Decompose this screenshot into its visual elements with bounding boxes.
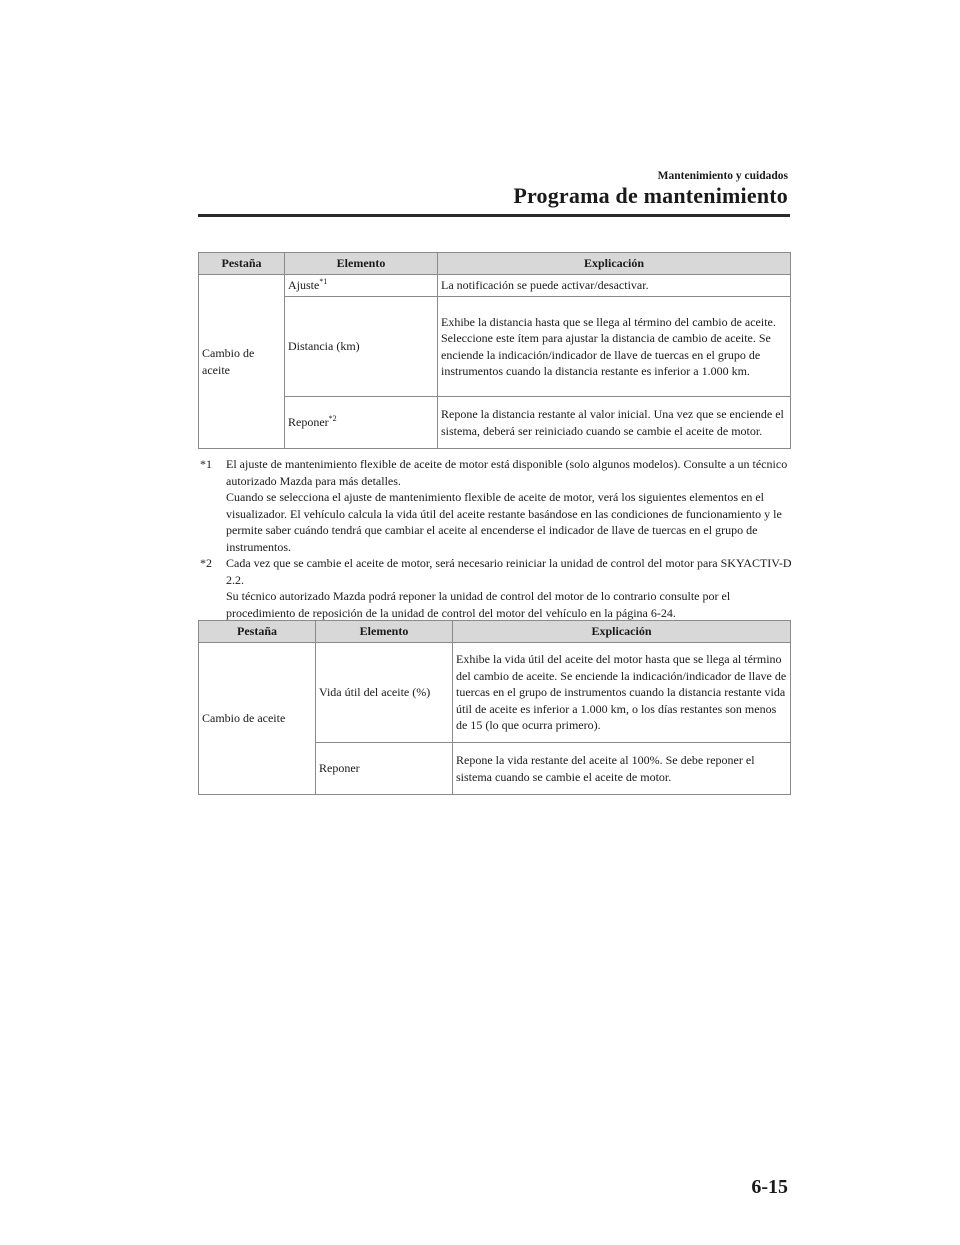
explanation-cell: Exhibe la vida útil del aceite del motor hasta que se llega al término del cambio de aceite. Se enciende la indicación/indicador de llave de tuercas en el grupo de instrumentos cuando la distancia restante vida útil de aceite es inferior a 1.000 km, o los días restantes son menos de 15 (lo que ocurra primero). [453, 643, 791, 743]
note-ref: *1 [319, 277, 328, 287]
explanation-cell: Exhibe la distancia hasta que se llega al término del cambio de aceite. Seleccione este ítem para ajustar la distancia de cambio de aceite. Se enciende la indicación/indicador de llave de tuercas en el grupo de instrumentos cuando la distancia restante es inferior a 1.000 km. [438, 297, 791, 397]
footnote-mark: *1 [200, 457, 212, 471]
section-label: Mantenimiento y cuidados [657, 170, 788, 182]
explanation-cell: Repone la distancia restante al valor inicial. Una vez que se enciende el sistema, deberá ser reiniciado cuando se cambie el aceite de motor. [438, 397, 791, 449]
table-row [199, 275, 791, 297]
page-title: Programa de mantenimiento [513, 183, 788, 208]
maintenance-table-2 [198, 620, 791, 795]
page-number: 6-15 [751, 1176, 788, 1198]
header-rule [198, 214, 790, 217]
footnote-mark: *2 [200, 556, 212, 570]
table-header-row [199, 621, 791, 643]
footnote-1 [198, 456, 798, 555]
maintenance-table-1 [198, 252, 791, 449]
table-row [199, 643, 791, 743]
footnote-text: Su técnico autorizado Mazda podrá reponer la unidad de control del motor de lo contrario consulte por el procedimiento de reposición de la unidad de control del motor del vehículo en la página 6-24. [226, 589, 731, 620]
footnote-text: Cuando se selecciona el ajuste de mantenimiento flexible de aceite de motor, verá los siguientes elementos en el visualizador. El vehículo calcula la vida útil del aceite restante basándose en las condiciones de funcionamiento y le permite saber cuándo tendrá que cambiar el aceite al encenderse el indicador de llave de tuercas en el grupo de instrumentos. [226, 490, 782, 554]
tab-cell: Cambio de aceite [199, 275, 285, 449]
explanation-cell: La notificación se puede activar/desactivar. [438, 275, 791, 297]
column-header-explanation: Explicación [438, 253, 791, 275]
column-header-tab: Pestaña [199, 621, 316, 643]
footnote-2 [198, 555, 798, 621]
column-header-tab: Pestaña [199, 253, 285, 275]
element-cell [285, 275, 438, 297]
element-cell [285, 397, 438, 449]
column-header-element: Elemento [285, 253, 438, 275]
element-cell [285, 297, 438, 397]
element-cell: Reponer [316, 743, 453, 795]
table-header-row [199, 253, 791, 275]
element-cell: Vida útil del aceite (%) [316, 643, 453, 743]
element-label: Ajuste [288, 278, 320, 293]
note-ref: *2 [328, 414, 337, 424]
footnote-text: Cada vez que se cambie el aceite de motor, será necesario reiniciar la unidad de control del motor para SKYACTIV-D 2.2. [226, 556, 792, 587]
table-row [199, 397, 791, 449]
element-label: Distancia (km) [288, 339, 360, 354]
explanation-cell: Repone la vida restante del aceite al 100%. Se debe reponer el sistema cuando se cambie el aceite de motor. [453, 743, 791, 795]
column-header-element: Elemento [316, 621, 453, 643]
tab-cell: Cambio de aceite [199, 643, 316, 795]
footnote-text: El ajuste de mantenimiento flexible de aceite de motor está disponible (solo algunos modelos). Consulte a un técnico autorizado Mazda para más detalles. [226, 457, 788, 488]
footnotes [198, 456, 798, 621]
element-label: Reponer [288, 415, 329, 430]
table-row [199, 297, 791, 397]
column-header-explanation: Explicación [453, 621, 791, 643]
